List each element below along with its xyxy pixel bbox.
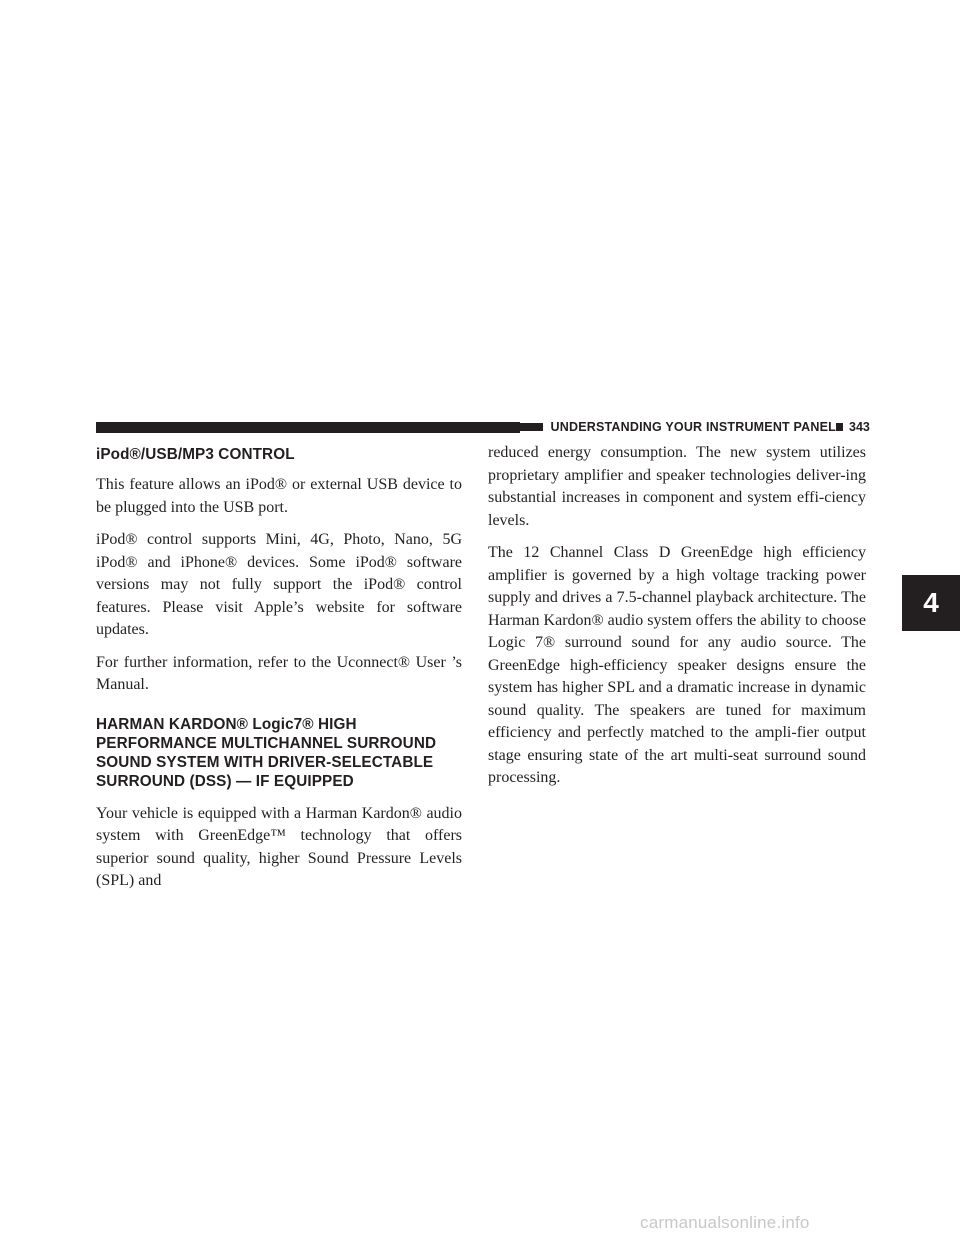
paragraph: For further information, refer to the Uconnect® User ’s Manual. — [96, 653, 462, 693]
paragraph: The 12 Channel Class D GreenEdge high efficiency amplifier is governed by a high voltage tracking power supply and drives a 7.5-channel playback architecture. The Harman Kardon® audio system offers the ability to choose Logic 7® surround sound for any audio source. The GreenEdge high-efficiency speaker designs ensure the system has higher SPL and a dramatic increase in dynamic sound quality. The speakers are tuned for maximum efficiency and perfectly matched to the ampli-fier output stage ensuring state of the art multi-seat surround sound processing. — [488, 544, 866, 786]
section-title: UNDERSTANDING YOUR INSTRUMENT PANEL — [543, 419, 836, 435]
paragraph: reduced energy consumption. The new system utilizes proprietary amplifier and speaker technologies deliver-ing substantial increases in component and system effi-ciency levels. — [488, 444, 866, 529]
paragraph: This feature allows an iPod® or external USB device to be plugged into the USB port. — [96, 476, 462, 516]
paragraph: Your vehicle is equipped with a Harman Kardon® audio system with GreenEdge™ technology that offers superior sound quality, higher Sound Pressure Levels (SPL) and — [96, 804, 462, 889]
left-column — [96, 445, 462, 893]
heading-ipod-usb-control: iPod®/USB/MP3 CONTROL — [96, 446, 295, 463]
right-column — [488, 444, 866, 790]
heading-harman-kardon: HARMAN KARDON® Logic7® HIGH PERFORMANCE MULTICHANNEL SURROUND SOUND SYSTEM WITH DRIVER-SELECTABLE SURROUND (DSS) — IF EQUIPPED — [96, 715, 437, 790]
page-number: 343 — [843, 419, 870, 435]
chapter-tab: 4 — [902, 575, 960, 631]
watermark: carmanualsonline.info — [640, 1213, 810, 1232]
header-rule — [96, 422, 520, 433]
paragraph: iPod® control supports Mini, 4G, Photo, Nano, 5G iPod® and iPhone® devices. Some iPod® software versions may not fully support the iPod® control features. Please visit Apple’s website for software updates. — [96, 531, 462, 638]
